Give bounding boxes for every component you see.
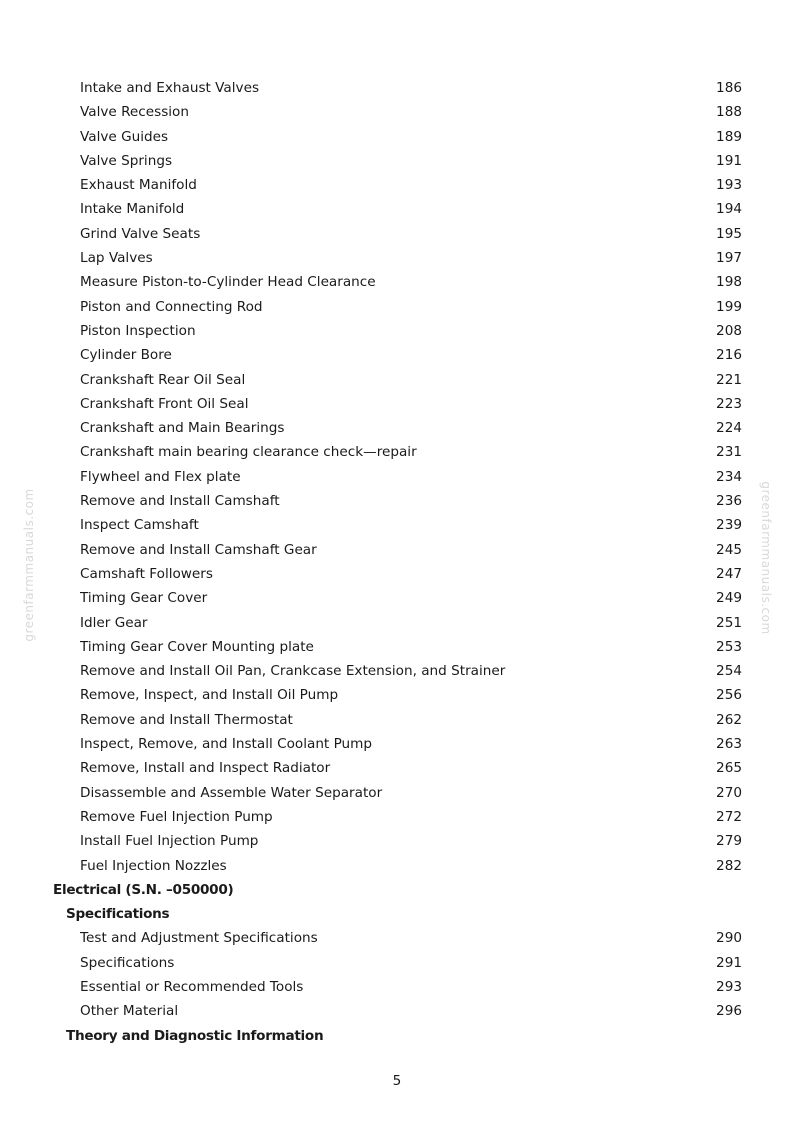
toc-entry-title: Measure Piston-to-Cylinder Head Clearance (80, 274, 376, 291)
toc-entry-page: 262 (716, 711, 742, 728)
toc-entry-page: 208 (716, 322, 742, 339)
toc-entry[interactable] (0, 805, 794, 829)
toc-entry-title: Install Fuel Injection Pump (80, 833, 259, 850)
toc-entry[interactable] (0, 999, 794, 1023)
watermark-right: greenfarmmanuals.com (759, 481, 773, 635)
toc-entry-page: 256 (716, 687, 742, 704)
toc-entry[interactable] (0, 513, 794, 537)
toc-entry-page: 293 (716, 978, 742, 995)
toc-section-heading (0, 878, 794, 902)
toc-entry[interactable] (0, 635, 794, 659)
toc-entry-page: 188 (716, 104, 742, 121)
toc-entry-title: Remove and Install Camshaft Gear (80, 541, 317, 558)
toc-entry[interactable] (0, 781, 794, 805)
toc-entry-page: 270 (716, 784, 742, 801)
watermark-left: greenfarmmanuals.com (22, 488, 36, 642)
toc-entry-page: 265 (716, 760, 742, 777)
toc-entry[interactable] (0, 829, 794, 853)
toc-entry[interactable] (0, 76, 794, 100)
toc-entry-title: Other Material (80, 1003, 179, 1020)
toc-entry[interactable] (0, 586, 794, 610)
toc-entry-title: Remove Fuel Injection Pump (80, 808, 273, 825)
toc-entry-page: 198 (716, 274, 742, 291)
toc-entry-title: Remove, Inspect, and Install Oil Pump (80, 687, 339, 704)
toc-entry-title: Valve Guides (80, 128, 169, 145)
toc-entry-title: Remove, Install and Inspect Radiator (80, 760, 331, 777)
toc-entry-page: 253 (716, 638, 742, 655)
toc-entry-title: Cylinder Bore (80, 347, 172, 364)
toc-entry-title: Timing Gear Cover Mounting plate (80, 638, 314, 655)
toc-entry-page: 186 (716, 80, 742, 96)
toc-entry-page: 193 (716, 177, 742, 194)
toc-entry-page: 236 (716, 493, 742, 510)
toc-entry-title: Grind Valve Seats (80, 225, 201, 242)
toc-entry-page: 296 (716, 1003, 742, 1020)
toc-entry[interactable] (0, 683, 794, 707)
toc-entry-title: Remove and Install Oil Pan, Crankcase Extension, and Strainer (80, 663, 506, 680)
toc-entry-page: 279 (716, 833, 742, 850)
toc-entry-page: 290 (716, 930, 742, 947)
toc-entry[interactable] (0, 197, 794, 221)
toc-entry[interactable] (0, 708, 794, 732)
toc-entry-title: Intake Manifold (80, 201, 185, 218)
toc-entry[interactable] (0, 732, 794, 756)
toc-entry-title: Timing Gear Cover (80, 590, 208, 607)
toc-entry[interactable] (0, 611, 794, 635)
toc-entry-page: 247 (716, 565, 742, 582)
toc-entry[interactable] (0, 270, 794, 294)
toc-entry-title: Theory and Diagnostic Information (66, 1027, 324, 1044)
page-number: 5 (392, 1073, 402, 1089)
toc-entry[interactable] (0, 100, 794, 124)
toc-entry-title: Test and Adjustment Specifications (80, 930, 318, 947)
toc-entry[interactable] (0, 319, 794, 343)
toc-entry[interactable] (0, 659, 794, 683)
toc-entry[interactable] (0, 926, 794, 950)
toc-entry-title: Specifications (66, 906, 170, 923)
toc-entry-page: 223 (716, 395, 742, 412)
toc-entry[interactable] (0, 951, 794, 975)
toc-entry-page: 251 (716, 614, 742, 631)
toc-entry-page: 239 (716, 517, 742, 534)
toc-subsection-heading (0, 1024, 794, 1048)
toc-entry-page: 291 (716, 954, 742, 971)
toc-entry-title: Camshaft Followers (80, 565, 213, 582)
toc-entry-page: 195 (716, 225, 742, 242)
toc-entry-title: Specifications (80, 954, 175, 971)
toc-entry[interactable] (0, 854, 794, 878)
toc-entry[interactable] (0, 416, 794, 440)
toc-entry-title: Flywheel and Flex plate (80, 468, 241, 485)
toc-entry-page: 282 (716, 857, 742, 874)
toc-entry[interactable] (0, 440, 794, 464)
toc-entry-page: 224 (716, 420, 742, 437)
toc-entry-page: 216 (716, 347, 742, 364)
toc-entry-title: Crankshaft and Main Bearings (80, 420, 285, 437)
toc-entry[interactable] (0, 975, 794, 999)
toc-entry-page: 231 (716, 444, 742, 461)
toc-entry[interactable] (0, 368, 794, 392)
toc-entry[interactable] (0, 538, 794, 562)
toc-entry-title: Electrical (S.N. –050000) (53, 881, 234, 898)
toc-entry[interactable] (0, 173, 794, 197)
toc-entry-title: Essential or Recommended Tools (80, 978, 304, 995)
toc-entry-page: 245 (716, 541, 742, 558)
toc-entry-title: Inspect, Remove, and Install Coolant Pump (80, 736, 373, 753)
toc-entry[interactable] (0, 343, 794, 367)
toc-entry[interactable] (0, 465, 794, 489)
toc-entry[interactable] (0, 246, 794, 270)
toc-entry-title: Idler Gear (80, 614, 148, 631)
toc-entry-page: 189 (716, 128, 742, 145)
toc-entry-title: Exhaust Manifold (80, 177, 197, 194)
toc-subsection-heading (0, 902, 794, 926)
toc-entry[interactable] (0, 222, 794, 246)
toc-entry-title: Disassemble and Assemble Water Separator (80, 784, 383, 801)
toc-entry-title: Lap Valves (80, 250, 153, 267)
toc-entry-title: Valve Springs (80, 152, 173, 169)
toc-entry-title: Remove and Install Thermostat (80, 711, 293, 728)
toc-entry-page: 254 (716, 663, 742, 680)
toc-entry[interactable] (0, 295, 794, 319)
toc-entry[interactable] (0, 489, 794, 513)
toc-entry-title: Piston and Connecting Rod (80, 298, 263, 315)
toc-entry[interactable] (0, 392, 794, 416)
toc-entry-page: 272 (716, 808, 742, 825)
toc-entry-page: 249 (716, 590, 742, 607)
toc-entry-title: Piston Inspection (80, 322, 196, 339)
toc-entry-title: Crankshaft Rear Oil Seal (80, 371, 246, 388)
toc-entry-page: 194 (716, 201, 742, 218)
toc-entry-title: Remove and Install Camshaft (80, 493, 280, 510)
toc-entry-page: 191 (716, 152, 742, 169)
toc-entry-page: 221 (716, 371, 742, 388)
toc-entry-title: Crankshaft main bearing clearance check—repair (80, 444, 417, 461)
toc-entry[interactable] (0, 125, 794, 149)
toc-entry-title: Valve Recession (80, 104, 189, 121)
toc-entry[interactable] (0, 756, 794, 780)
toc-entry-page: 234 (716, 468, 742, 485)
toc-entry-title: Fuel Injection Nozzles (80, 857, 227, 874)
toc-entry[interactable] (0, 149, 794, 173)
toc-entry-title: Intake and Exhaust Valves (80, 80, 260, 96)
toc-entry-title: Inspect Camshaft (80, 517, 199, 534)
toc-entry-page: 197 (716, 250, 742, 267)
toc-entry-title: Crankshaft Front Oil Seal (80, 395, 249, 412)
table-of-contents (0, 76, 794, 1048)
toc-entry[interactable] (0, 562, 794, 586)
toc-entry-page: 199 (716, 298, 742, 315)
toc-entry-page: 263 (716, 736, 742, 753)
